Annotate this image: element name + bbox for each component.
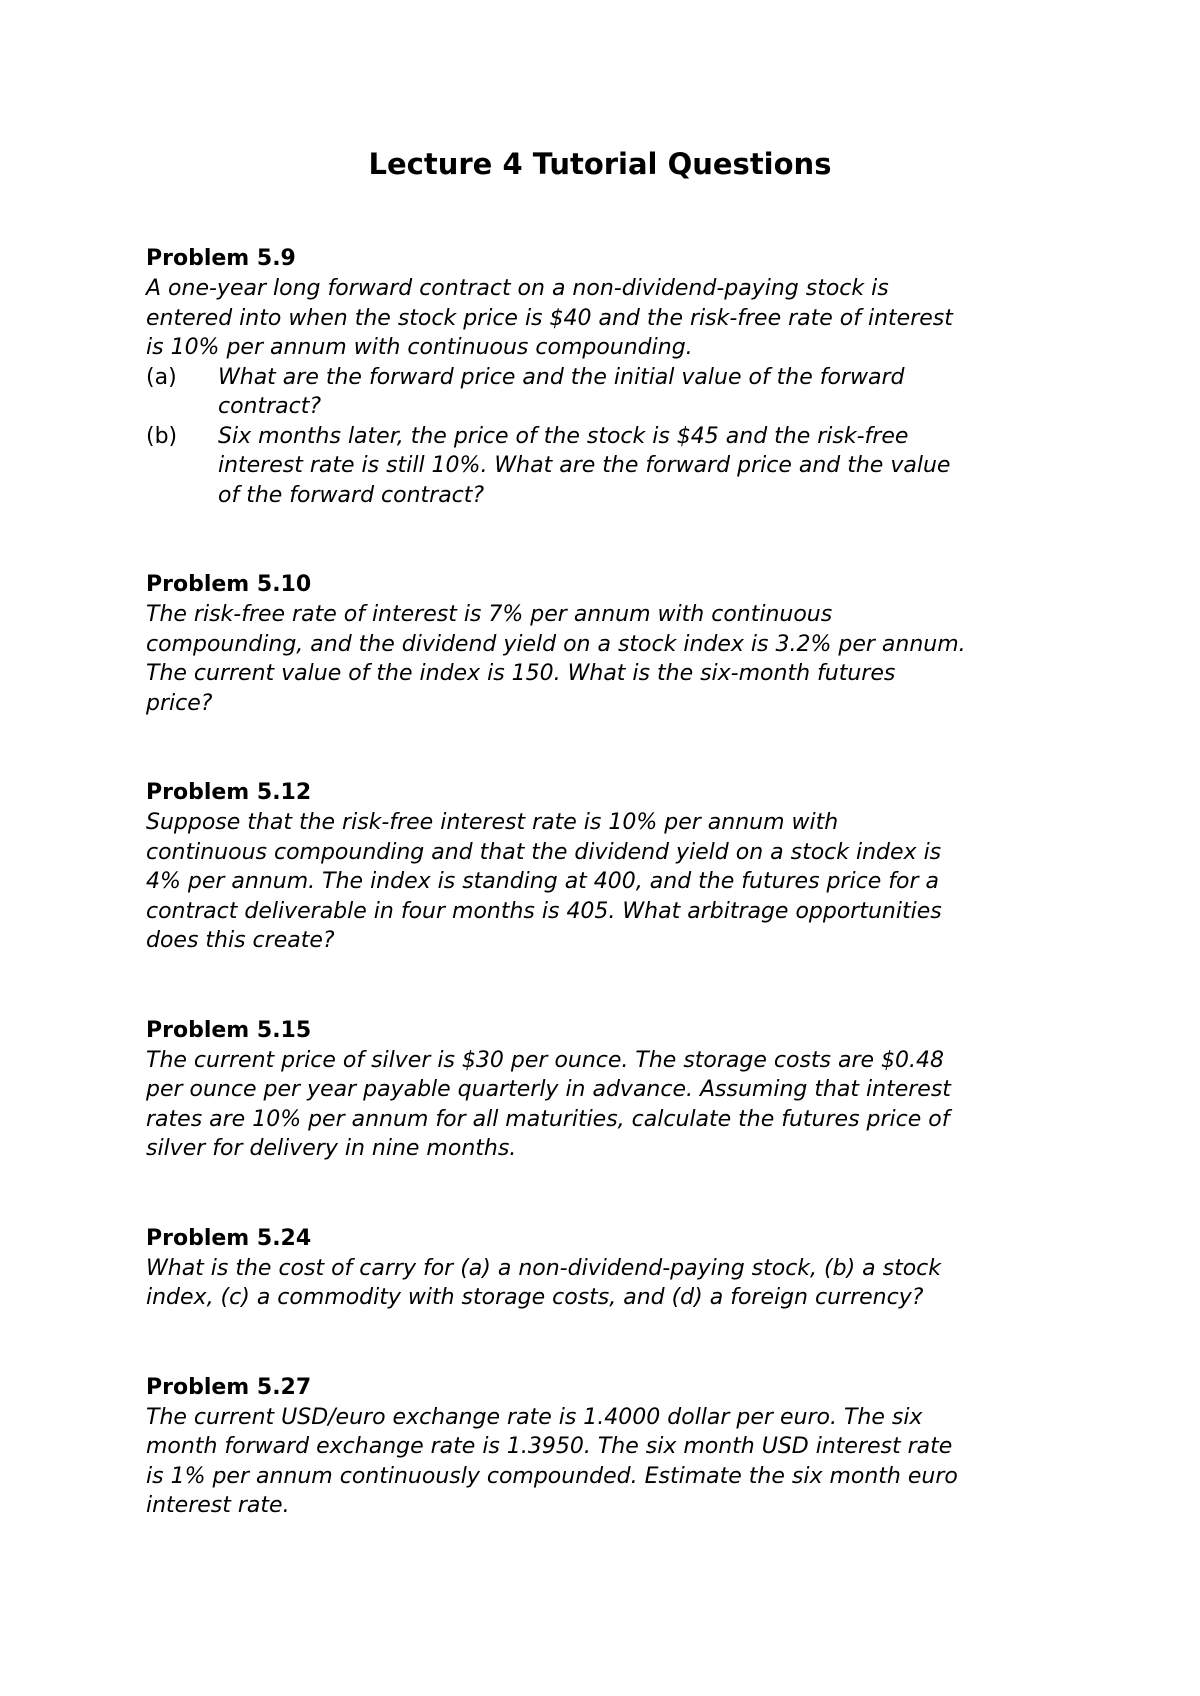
problem-title: Problem 5.24	[146, 1225, 312, 1251]
problem-title: Problem 5.9	[146, 246, 296, 271]
problem-5-12	[146, 778, 1076, 956]
problem-title: Problem 5.27	[146, 1374, 312, 1400]
problem-text: The current USD/euro exchange rate is 1.4000 dollar per euro. The six month forward exchange rate is 1.3950. The six month USD interest rate is 1% per annum continuously compounded. Estimate the six month euro interest rate.	[146, 1404, 958, 1518]
document-title: Lecture 4 Tutorial Questions	[368, 147, 832, 181]
problem-5-15	[146, 1016, 1076, 1164]
problem-text: What is the cost of carry for (a) a non-dividend-paying stock, (b) a stock index, (c) a commodity with storage costs, and (d) a foreign currency?	[146, 1255, 942, 1310]
problem-text: The current price of silver is $30 per ounce. The storage costs are $0.48 per ounce per year payable quarterly in advance. Assuming that interest rates are 10% per annum for all maturities, calculate the futures price of silver for delivery in nine months.	[146, 1047, 951, 1161]
problem-title: Problem 5.15	[146, 1017, 312, 1043]
problem-5-9	[146, 244, 1076, 510]
problem-text: Suppose that the risk-free interest rate is 10% per annum with continuous compounding and that the dividend yield on a stock index is 4% per annum. The index is standing at 400, and the futures price for a contract deliverable in four months is 405. What arbitrage opportunities does this create?	[146, 810, 942, 953]
problems-list	[146, 244, 1076, 1521]
part-label: (a)	[146, 364, 177, 390]
problem-title: Problem 5.10	[146, 572, 312, 597]
problem-title: Problem 5.12	[146, 780, 312, 805]
part-text: What are the forward price and the initial value of the forward contract?	[218, 364, 905, 419]
part-text: Six months later, the price of the stock is $45 and the risk-free interest rate is still 10%. What are the forward price and the value of the forward contract?	[218, 423, 951, 508]
problem-5-27	[146, 1373, 1076, 1521]
problem-5-10	[146, 570, 1076, 718]
problem-text: The risk-free rate of interest is 7% per annum with continuous compounding, and the dividend yield on a stock index is 3.2% per annum. The current value of the index is 150. What is the six-month futures price?	[146, 602, 966, 716]
part-label: (b)	[146, 423, 178, 449]
problem-part-b	[146, 422, 1076, 511]
problem-text: A one-year long forward contract on a non-dividend-paying stock is entered into when the stock price is $40 and the risk-free rate of interest is 10% per annum with continuous compounding.	[146, 276, 953, 360]
problem-part-a	[146, 363, 1076, 422]
problem-5-24	[146, 1224, 1076, 1313]
